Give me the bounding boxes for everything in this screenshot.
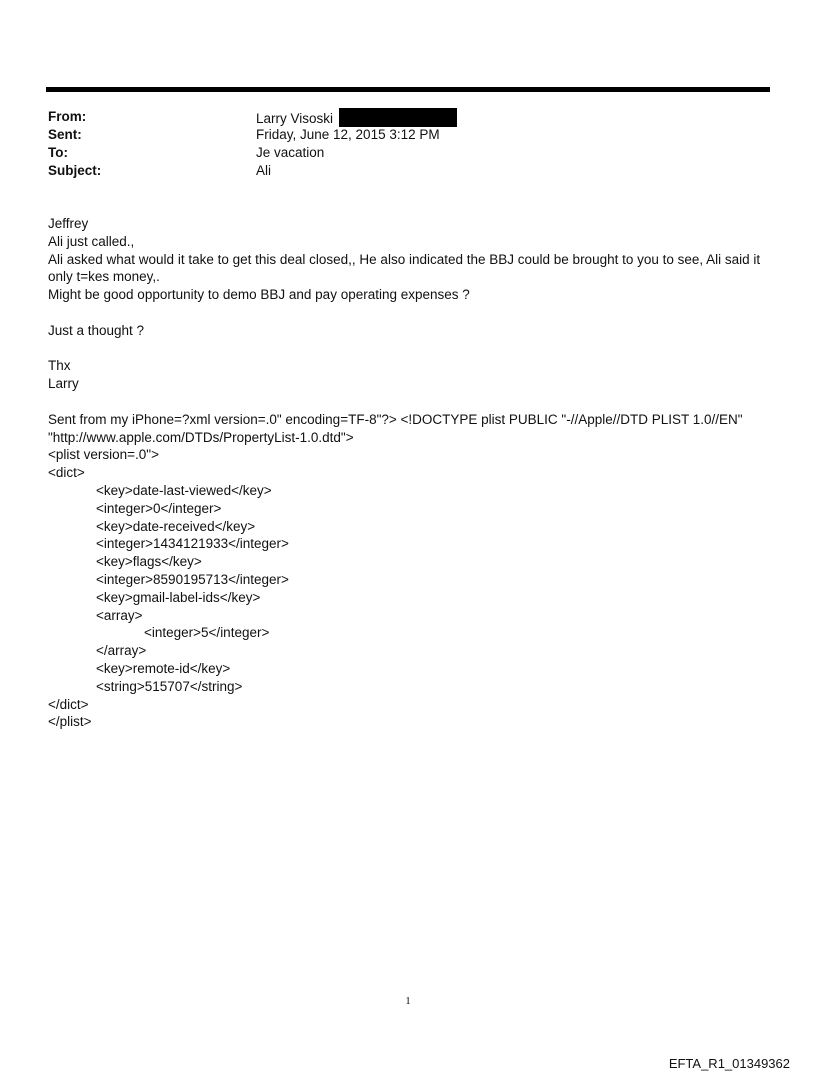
plist-key-flags: <key>flags</key> bbox=[96, 554, 202, 570]
plist-key-gmail-label-ids: <key>gmail-label-ids</key> bbox=[96, 589, 261, 605]
subject-value: Ali bbox=[256, 163, 272, 178]
sent-value: Friday, June 12, 2015 3:12 PM bbox=[256, 127, 440, 142]
plist-string-remote-id: <string>515707</string> bbox=[96, 678, 243, 694]
plist-integer-date-received: <integer>1434121933</integer> bbox=[96, 536, 289, 552]
body-signature: Larry bbox=[48, 376, 79, 392]
body-line-3: Might be good opportunity to demo BBJ and pay operating expenses ? bbox=[48, 287, 470, 303]
body-line-2: Ali asked what would it take to get this deal closed,, He also indicated the BBJ could be brought to you to see, Ali said it only t=kes money,. bbox=[48, 251, 761, 285]
spacer bbox=[48, 340, 770, 358]
dict-close: </dict> bbox=[48, 696, 89, 712]
plist-integer-zero: <integer>0</integer> bbox=[96, 500, 222, 516]
sent-label: Sent: bbox=[48, 127, 82, 142]
body-thought: Just a thought ? bbox=[48, 322, 145, 338]
from-value bbox=[256, 108, 457, 128]
dict-open: <dict> bbox=[48, 465, 85, 481]
plist-key-date-received: <key>date-received</key> bbox=[96, 518, 256, 534]
plist-key-remote-id: <key>remote-id</key> bbox=[96, 660, 231, 676]
spacer bbox=[48, 304, 770, 322]
plist-array-close: </array> bbox=[96, 643, 147, 659]
email-body bbox=[48, 215, 770, 731]
body-line-1: Ali just called., bbox=[48, 233, 135, 249]
sender-name: Larry Visoski bbox=[256, 111, 334, 126]
body-thanks: Thx bbox=[48, 358, 71, 374]
plist-array-open: <array> bbox=[96, 607, 143, 623]
plist-integer-flags: <integer>8590195713</integer> bbox=[96, 571, 289, 587]
plist-close: </plist> bbox=[48, 714, 92, 730]
sent-from-line: Sent from my iPhone=?xml version=.0" encoding=TF-8"?> <!DOCTYPE plist PUBLIC "-//Apple//DTD PLIST 1.0//EN" bbox=[48, 411, 743, 427]
document-id: EFTA_R1_01349362 bbox=[668, 1056, 790, 1071]
header-rule bbox=[46, 87, 770, 92]
plist-open: <plist version=.0"> bbox=[48, 447, 159, 463]
from-label: From: bbox=[48, 109, 87, 124]
subject-label: Subject: bbox=[48, 163, 102, 178]
spacer bbox=[48, 393, 770, 411]
page-number: 1 bbox=[405, 995, 411, 1007]
redaction-block bbox=[339, 108, 457, 127]
greeting: Jeffrey bbox=[48, 216, 89, 231]
dtd-url-line: "http://www.apple.com/DTDs/PropertyList-1.0.dtd"> bbox=[48, 429, 354, 445]
plist-key-date-last-viewed: <key>date-last-viewed</key> bbox=[96, 482, 272, 498]
to-label: To: bbox=[48, 145, 68, 160]
plist-integer-five: <integer>5</integer> bbox=[144, 625, 270, 641]
to-value: Je vacation bbox=[256, 145, 325, 160]
